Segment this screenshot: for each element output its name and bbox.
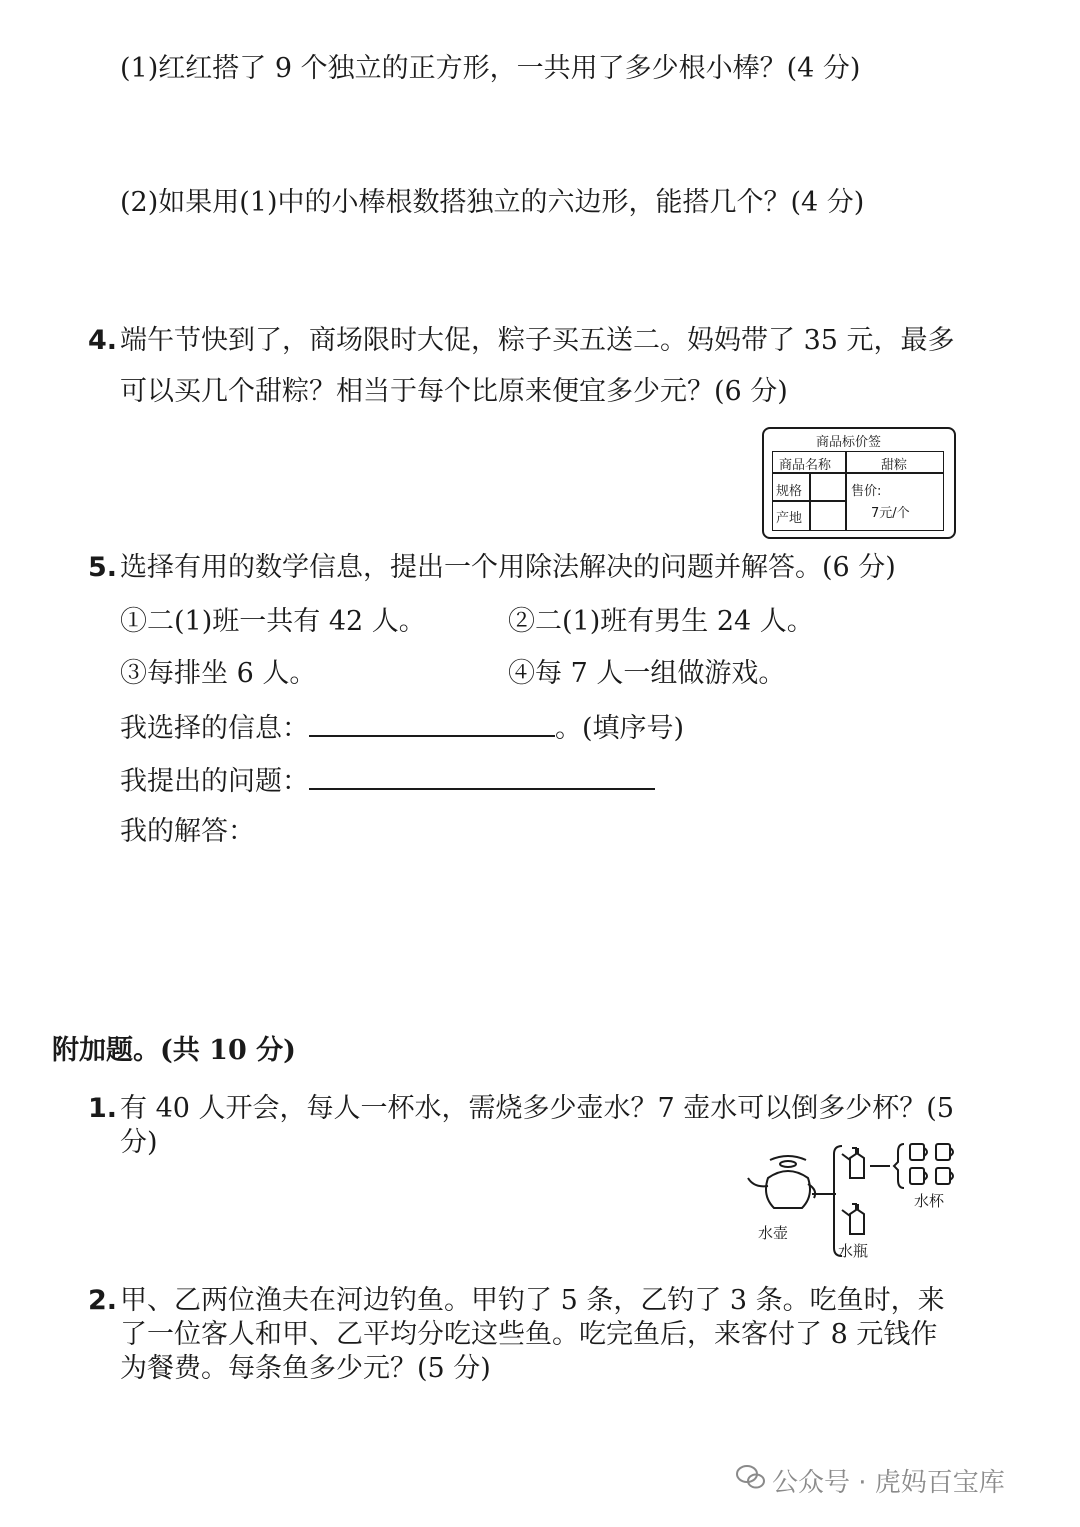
q4-line2: 可以买几个甜粽？相当于每个比原来便宜多少元？(6 分) xyxy=(120,376,788,407)
bonus-q2-line2: 了一位客人和甲、乙平均分吃这些鱼。吃完鱼后，来客付了 8 元钱作 xyxy=(120,1319,938,1350)
brace-icon xyxy=(894,1144,904,1188)
price-tag-name-label: 商品名称 xyxy=(779,458,832,473)
price-tag-price-label: 售价: xyxy=(851,484,882,499)
q5-answer-label: 我的解答： xyxy=(120,816,255,847)
kettle-label: 水壶 xyxy=(758,1224,789,1242)
price-tag-price-value: 7元/个 xyxy=(871,506,910,521)
bonus-q2-line1: 甲、乙两位渔夫在河边钓鱼。甲钓了 5 条，乙钓了 3 条。吃鱼时，来 xyxy=(120,1285,945,1316)
bottle-icon xyxy=(842,1148,864,1178)
kettle-figure xyxy=(740,1138,970,1262)
cups-label: 水杯 xyxy=(914,1192,945,1210)
bottle-icon xyxy=(842,1204,864,1234)
q5-question-blank[interactable] xyxy=(309,762,655,790)
q5-info3: ③每排坐 6 人。 xyxy=(120,658,317,689)
price-tag-name-value: 甜粽 xyxy=(881,458,908,473)
q5-question-row xyxy=(120,762,655,799)
bonus-q1-number: 1. xyxy=(88,1093,118,1124)
q5-choose-blank[interactable] xyxy=(309,709,555,737)
q3-sub2: (2)如果用(1)中的小棒根数搭独立的六边形，能搭几个？(4 分) xyxy=(120,187,865,218)
bonus-heading: 附加题。(共 10 分) xyxy=(52,1035,296,1066)
bottle-label: 水瓶 xyxy=(838,1242,869,1260)
q5-prompt: 选择有用的数学信息，提出一个用除法解决的问题并解答。(6 分) xyxy=(120,552,896,583)
kettle-icon xyxy=(748,1156,815,1208)
price-tag-origin-label: 产地 xyxy=(776,511,803,526)
bonus-q2-line3: 为餐费。每条鱼多少元？(5 分) xyxy=(120,1353,491,1384)
cup-icon xyxy=(910,1144,953,1184)
bonus-q2-number: 2. xyxy=(88,1285,118,1316)
q3-sub1: (1)红红搭了 9 个独立的正方形，一共用了多少根小棒？(4 分) xyxy=(120,53,861,84)
price-tag-spec-label: 规格 xyxy=(776,484,803,499)
price-tag-title: 商品标价签 xyxy=(816,435,882,450)
price-tag xyxy=(762,427,956,539)
wechat-icon xyxy=(736,1463,766,1491)
q5-choose-row xyxy=(120,709,684,746)
price-tag-table xyxy=(772,451,944,531)
q5-choose-label: 我选择的信息： xyxy=(120,713,309,744)
q5-number: 5. xyxy=(88,552,118,583)
q4-line1: 端午节快到了，商场限时大促，粽子买五送二。妈妈带了 35 元，最多 xyxy=(120,325,955,356)
q5-info1: ①二(1)班一共有 42 人。 xyxy=(120,606,426,637)
bracket-icon xyxy=(834,1146,842,1256)
q4-number: 4. xyxy=(88,325,118,356)
q5-question-label: 我提出的问题： xyxy=(120,766,309,797)
q5-choose-suffix: 。(填序号) xyxy=(555,713,685,744)
bonus-q1-line2: 分) xyxy=(120,1127,158,1158)
watermark-text: 公众号 · 虎妈百宝库 xyxy=(772,1468,1005,1498)
bonus-q1-line1: 有 40 人开会，每人一杯水，需烧多少壶水？7 壶水可以倒多少杯？(5 xyxy=(120,1093,954,1124)
q5-info2: ②二(1)班有男生 24 人。 xyxy=(508,606,814,637)
q5-info4: ④每 7 人一组做游戏。 xyxy=(508,658,786,689)
